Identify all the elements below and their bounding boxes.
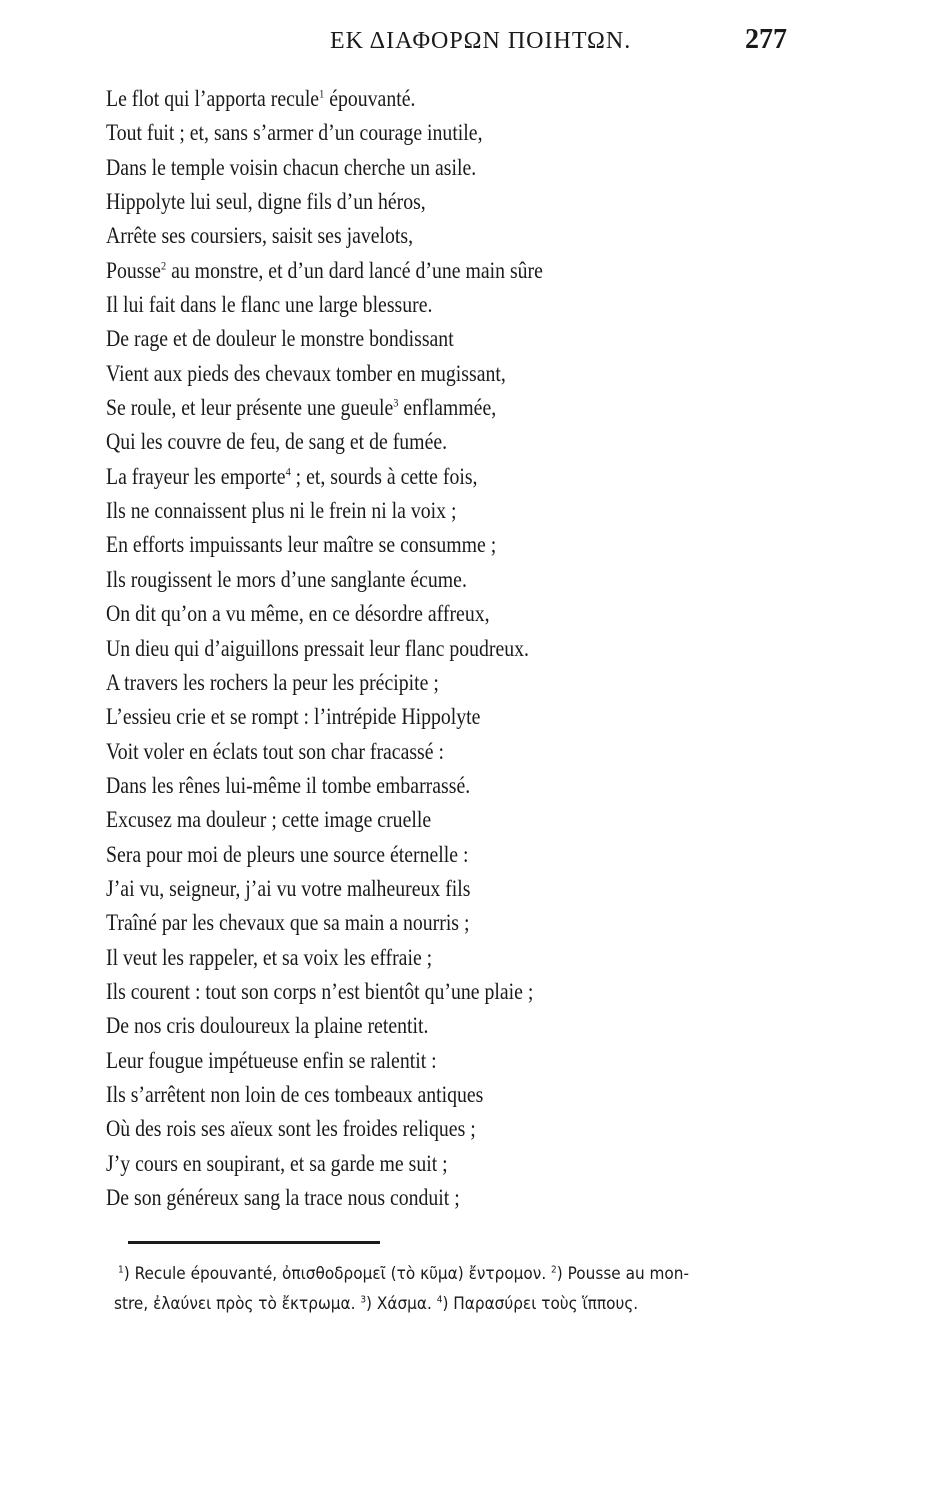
verse-line: Pousse$^2$ au monstre, et d’un dard lancé d’une main sûre — [106, 257, 543, 283]
verse-line: Un dieu qui d’aiguillons pressait leur flanc poudreux. — [106, 635, 529, 661]
verse-line: Tout fuit ; et, sans s’armer d’un courage inutile, — [106, 120, 483, 146]
footnote-text: ) Pousse au mon- — [556, 1264, 690, 1284]
verse-line: J’y cours en soupirant, et sa garde me suit ; — [106, 1150, 448, 1176]
verse-line: L’essieu crie et se rompt : l’intrépide Hippolyte — [106, 704, 481, 730]
verse-line: Dans le temple voisin chacun cherche un asile. — [106, 154, 477, 180]
footnote-mark: 2 — [551, 1264, 557, 1276]
verse-line: Où des rois ses aïeux sont les froides reliques ; — [106, 1116, 476, 1142]
footnote-ref: 1 — [319, 86, 325, 101]
footnote-ref: 2 — [160, 258, 167, 273]
verse-line: Se roule, et leur présente une gueule$^3$ enflammée, — [106, 395, 497, 421]
footnote-ref: 4 — [285, 464, 291, 479]
verse-line: En efforts impuissants leur maître se consumme ; — [106, 532, 497, 558]
footnote-rule — [128, 1241, 380, 1244]
verse-line: Ils rougissent le mors d’une sanglante écume. — [106, 566, 467, 592]
verse-line: Arrête ses coursiers, saisit ses javelots, — [106, 223, 414, 249]
verse-line: A travers les rochers la peur les précipite ; — [106, 669, 439, 695]
verse-line: Ils courent : tout son corps n’est bientôt qu’une plaie ; — [106, 978, 534, 1004]
verse-line: Il veut les rappeler, et sa voix les effraie ; — [106, 944, 433, 970]
verse-line: Hippolyte lui seul, digne fils d’un héros, — [106, 189, 426, 215]
verse-line: Il lui fait dans le flanc une large blessure. — [106, 292, 433, 318]
verse-line: On dit qu’on a vu même, en ce désordre affreux, — [106, 601, 490, 627]
footnote-text: ) Recule épouvanté, ὀπισθοδρομεῖ (τὸ κῦμα) ἔντρομον. — [123, 1264, 552, 1284]
footnote-line — [118, 1259, 757, 1289]
footnote-mark: 4 — [436, 1294, 443, 1306]
footnote-text: ) Παρασύρει τοὺς ἵππους. — [442, 1294, 639, 1314]
running-title: ΕΚ ΔΙΑΦΟΡΩΝ ΠΟΙΗΤΩΝ. — [330, 28, 632, 54]
verse-line: Leur fougue impétueuse enfin se ralentit : — [106, 1047, 437, 1073]
verse-line: De rage et de douleur le monstre bondissant — [106, 326, 454, 352]
footnote-line — [114, 1289, 757, 1319]
verse-line: La frayeur les emporte$^4$ ; et, sourds à cette fois, — [106, 463, 478, 489]
footnote-text: ) Χάσμα. — [366, 1294, 437, 1314]
verse-line: Excusez ma douleur ; cette image cruelle — [106, 807, 432, 833]
verse-line: J’ai vu, seigneur, j’ai vu votre malheureux fils — [106, 875, 471, 901]
footnotes — [114, 1259, 828, 1319]
verse-line: Qui les couvre de feu, de sang et de fumée. — [106, 429, 448, 455]
verse-line: Dans les rênes lui-même il tombe embarrassé. — [106, 772, 471, 798]
footnote-ref: 3 — [393, 395, 399, 410]
verse-line: De son généreux sang la trace nous conduit ; — [106, 1185, 460, 1210]
verse-line: Traîné par les chevaux que sa main a nourris ; — [106, 910, 470, 936]
verse-block — [106, 82, 746, 1215]
footnote-mark: 3 — [360, 1294, 367, 1306]
verse-line: Le flot qui l’apporta recule$^1$ épouvanté. — [106, 86, 416, 111]
verse-line: Sera pour moi de pleurs une source éternelle : — [106, 841, 469, 867]
verse-line: Voit voler en éclats tout son char fracassé : — [106, 738, 444, 764]
verse-line: Ils s’arrêtent non loin de ces tombeaux antiques — [106, 1081, 484, 1107]
verse-line: De nos cris douloureux la plaine retentit. — [106, 1013, 429, 1039]
verse-line: Vient aux pieds des chevaux tomber en mugissant, — [106, 360, 506, 386]
footnote-mark: 1 — [118, 1264, 124, 1276]
verse-line: Ils ne connaissent plus ni le frein ni la voix ; — [106, 498, 457, 524]
footnote-text: stre, ἐλαύνει πρὸς τὸ ἔκτρωμα. — [114, 1294, 361, 1314]
page-number: 277 — [745, 24, 787, 55]
show-through-text — [782, 60, 932, 1360]
